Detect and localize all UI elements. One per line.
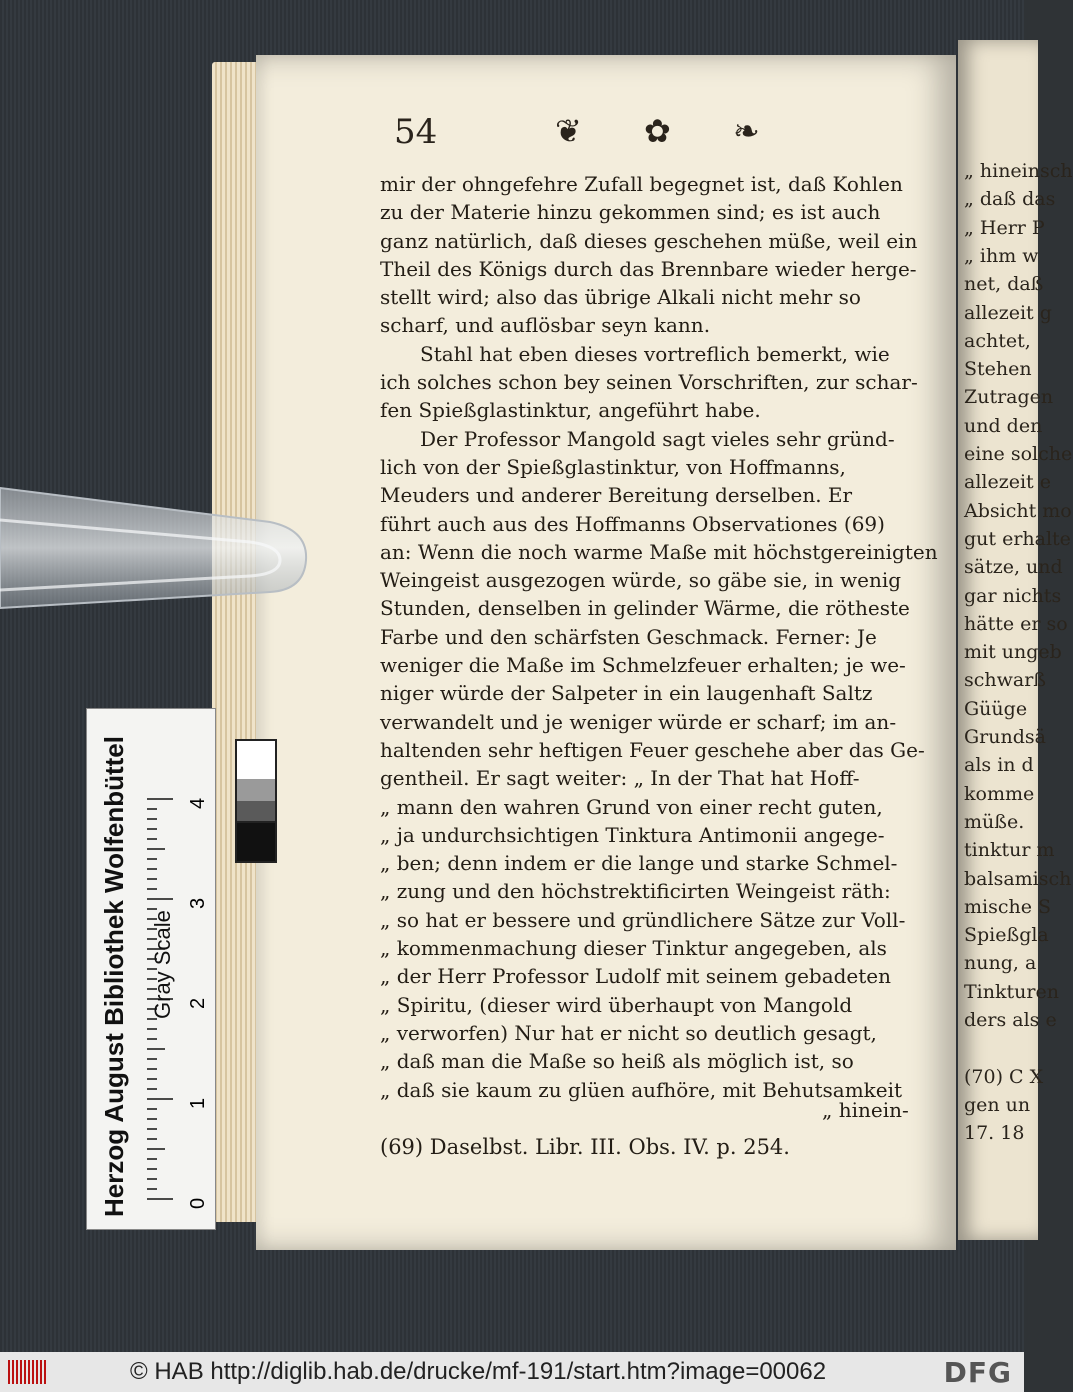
facing-page [958, 40, 1073, 1240]
text-line: „ daß man die Maße so heiß als möglich ist, so [380, 1049, 854, 1074]
footnote: (69) Daselbst. Libr. III. Obs. IV. p. 254. [380, 1135, 790, 1159]
facing-text-fragment: Stehen [964, 358, 1032, 381]
facing-text-fragment: net, daß [964, 273, 1044, 296]
ruler-number: 4 [187, 797, 209, 809]
text-line: zu der Materie hinzu gekommen sind; es ist auch [380, 200, 881, 225]
library-name: Herzog August Bibliothek Wolfenbüttel [99, 736, 129, 1217]
facing-text-fragment: achtet, [964, 329, 1031, 352]
text-line: mir der ohngefehre Zufall begegnet ist, daß Kohlen [380, 172, 903, 196]
ruler [147, 769, 187, 1209]
text-line: Stunden, denselben in gelinder Wärme, die rötheste [380, 596, 910, 621]
dfg-logo: DFG [943, 1356, 1012, 1389]
page-number: 54 [394, 112, 438, 152]
text-line: fen Spießglastinktur, angeführt habe. [380, 398, 761, 423]
facing-text-fragment: Spießgla [964, 924, 1049, 947]
text-line: „ verworfen) Nur hat er nicht so deutlich gesagt, [380, 1020, 877, 1045]
facing-text-fragment: hätte er so [964, 612, 1068, 635]
facing-text-fragment: Güüge [964, 697, 1028, 720]
facing-text-fragment: schwarß [964, 669, 1046, 692]
text-line: „ mann den wahren Grund von einer recht guten, [380, 794, 883, 819]
facing-text-fragment: eine solche [964, 443, 1073, 465]
facing-text-fragment: (70) C X [964, 1065, 1044, 1088]
facing-text-fragment: „ Herr P [964, 216, 1045, 239]
catchword: „ hinein- [822, 1098, 909, 1122]
text-line: scharf, und auflösbar seyn kann. [380, 313, 711, 338]
gray-scale-label: Gray Scale [150, 910, 175, 1019]
text-line: niger würde der Salpeter in ein laugenhaft Saltz [380, 681, 873, 706]
facing-text-fragment: tinktur m [964, 839, 1055, 862]
facing-text-fragment: nung, a [964, 952, 1037, 975]
text-line: Weingeist ausgezogen würde, so gäbe sie, in wenig [380, 568, 902, 593]
facing-text-fragment: „ daß das [964, 188, 1056, 211]
footer-bar [0, 1352, 1024, 1392]
text-line: „ ben; denn indem er die lange und starke Schmel- [380, 851, 898, 876]
ruler-number: 1 [187, 1097, 209, 1109]
facing-text-fragment: müße. [964, 810, 1025, 833]
text-line: weniger die Maße im Schmelzfeuer erhalten; je we- [380, 653, 906, 678]
header-ornament: ❦ ✿ ❧ [555, 112, 786, 150]
text-line: „ ja undurchsichtigen Tinktura Antimonii angege- [380, 822, 885, 847]
swatch-gray-mid [235, 801, 277, 821]
facing-text-fragment: gar nichts [964, 584, 1062, 607]
facing-text-fragment: gen un [964, 1093, 1031, 1116]
text-line: ich solches schon bey seinen Vorschriften, zur schar- [380, 370, 918, 395]
text-line: verwandelt und je weniger würde er scharf; im an- [380, 709, 897, 734]
text-line: haltenden sehr heftigen Feuer geschehe aber das Ge- [380, 737, 925, 762]
text-line: Der Professor Mangold sagt vieles sehr gründ- [420, 426, 895, 451]
text-line: „ der Herr Professor Ludolf mit seinem gebadeten [380, 964, 892, 989]
facing-text-fragment: 17. 18 [964, 1122, 1025, 1145]
swatch-gray-light [235, 779, 277, 801]
text-line: „ daß sie kaum zu glüen aufhöre, mit Behutsamkeit [380, 1077, 903, 1102]
facing-text-fragment: als in d [964, 754, 1034, 777]
ruler-number: 2 [187, 997, 209, 1009]
text-line: Theil des Königs durch das Brennbare wieder herge- [380, 256, 917, 281]
facing-text-fragment: sätze, und [964, 556, 1063, 579]
facing-text-fragment: „ ihm w [964, 244, 1039, 267]
facing-text-fragment: komme [964, 782, 1035, 805]
page-stack-edge [212, 62, 260, 1222]
swatch-white [235, 739, 277, 781]
text-line: führt auch aus des Hoffmanns Observationes (69) [380, 511, 885, 536]
copyright-link[interactable]: © HAB http://diglib.hab.de/drucke/mf-191/start.htm?image=00062 [130, 1358, 827, 1385]
facing-text-fragment: allezeit g [964, 301, 1052, 324]
text-line: gentheil. Er sagt weiter: „ In der That hat Hoff- [380, 766, 860, 791]
facing-text-fragment: „ hineinsch [964, 160, 1073, 182]
ruler-number: 0 [187, 1197, 209, 1209]
text-line: an: Wenn die noch warme Maße mit höchstgereinigten [380, 539, 938, 564]
page-text-block [380, 170, 938, 1104]
text-line: „ so hat er bessere und gründlichere Sätze zur Voll- [380, 907, 906, 932]
gray-scale-card [86, 708, 216, 1230]
text-line: ganz natürlich, daß dieses geschehen müße, weil ein [380, 228, 918, 253]
facing-text-fragment: mit ungeb [964, 641, 1062, 664]
facing-text-fragment: Grundsä [964, 726, 1046, 748]
facing-text-fragment: und den [964, 414, 1043, 437]
text-line: stellt wird; also das übrige Alkali nicht mehr so [380, 285, 861, 310]
text-line: „ kommenmachung dieser Tinktur angegeben, als [380, 936, 887, 961]
facing-text-fragment: Tinkturen [964, 980, 1059, 1003]
ruler-number: 3 [187, 897, 209, 909]
text-line: Farbe und den schärfsten Geschmack. Ferner: Je [380, 624, 877, 649]
text-line: Stahl hat eben dieses vortreflich bemerkt, wie [420, 341, 890, 366]
transparent-clip [0, 480, 310, 620]
facing-text-fragment: gut erhalte [964, 527, 1071, 550]
hab-logo-icon [8, 1360, 48, 1384]
facing-text-fragment: mische S [964, 895, 1052, 918]
swatch-black [235, 821, 277, 863]
facing-text-fragment: balsamisch [964, 867, 1072, 890]
text-line: „ Spiritu, (dieser wird überhaupt von Mangold [380, 992, 853, 1017]
facing-text-fragment: Absicht mo [964, 499, 1072, 522]
text-line: lich von der Spießglastinktur, von Hoffmanns, [380, 454, 846, 479]
text-line: Meuders und anderer Bereitung derselben. Er [380, 483, 853, 508]
facing-text-fragment: ders als e [964, 1009, 1057, 1031]
facing-text-fragment: allezeit e [964, 471, 1051, 494]
text-line: „ zung und den höchstrektificirten Weingeist räth: [380, 879, 891, 904]
facing-text-fragment: Zutragen [964, 386, 1054, 409]
